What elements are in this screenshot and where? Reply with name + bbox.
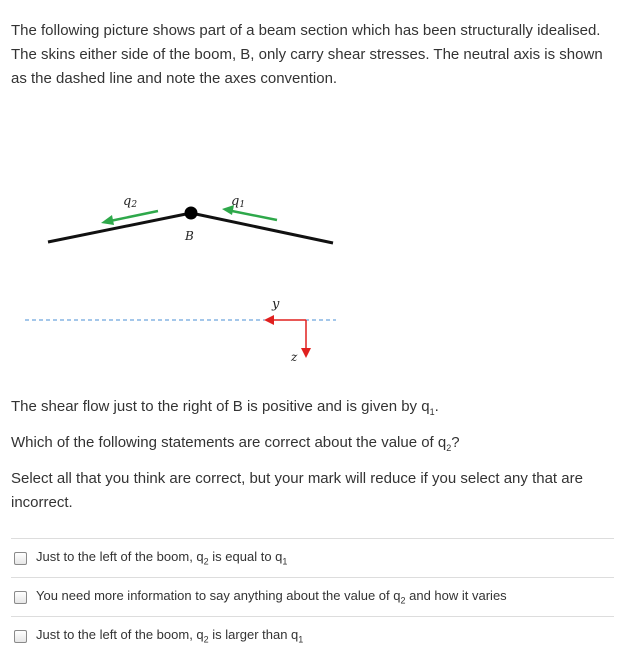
option-label: Just to the left of the boom, $q_2$ is equal to $q_1$	[36, 549, 288, 567]
z-label: z	[291, 350, 298, 364]
y-label: y	[272, 297, 280, 312]
question-line-1-sub: 1	[429, 407, 435, 417]
intro-text: The following picture shows part of a beam section which has been structurally idealised. The skins either side of the boom, B, only carry shear stresses. The neutral axis is shown as the dashed line and note the axes convention.	[11, 22, 603, 87]
q1-label: q1	[231, 194, 246, 210]
question-line-1-post: .	[434, 398, 439, 415]
option-label: You need more information to say anything about the value of $q_2$ and how it varies	[36, 588, 507, 606]
question-line-2-text: Which of the following statements are correct about the value of q	[11, 434, 447, 451]
question-line-1	[11, 395, 616, 424]
boom-label: B	[185, 229, 194, 243]
z-axis-arrow	[301, 348, 311, 358]
q2-arrow-head	[101, 215, 114, 225]
question-line-2	[11, 431, 616, 460]
y-axis-arrow	[264, 315, 274, 325]
boom-b	[185, 207, 198, 220]
answer-option-1[interactable]	[11, 538, 614, 577]
q2-label: q2	[123, 194, 138, 210]
question-line-2-sub: 2	[446, 443, 452, 453]
q1-arrow-shaft	[232, 211, 277, 220]
checkbox[interactable]	[14, 591, 27, 604]
option-label: Just to the left of the boom, $q_2$ is larger than $q_1$	[36, 627, 304, 645]
answer-options	[11, 538, 614, 655]
answer-option-2[interactable]	[11, 577, 614, 616]
question-line-2-post: ?	[451, 434, 460, 451]
answer-option-3[interactable]	[11, 616, 614, 655]
checkbox[interactable]	[14, 552, 27, 565]
q2-arrow-shaft	[110, 211, 158, 221]
question-line-1-text: The shear flow just to the right of B is positive and is given by q	[11, 398, 430, 415]
question-instructions: Select all that you think are correct, but your mark will reduce if you select any that are incorrect.	[11, 470, 583, 511]
left-skin	[48, 213, 191, 242]
